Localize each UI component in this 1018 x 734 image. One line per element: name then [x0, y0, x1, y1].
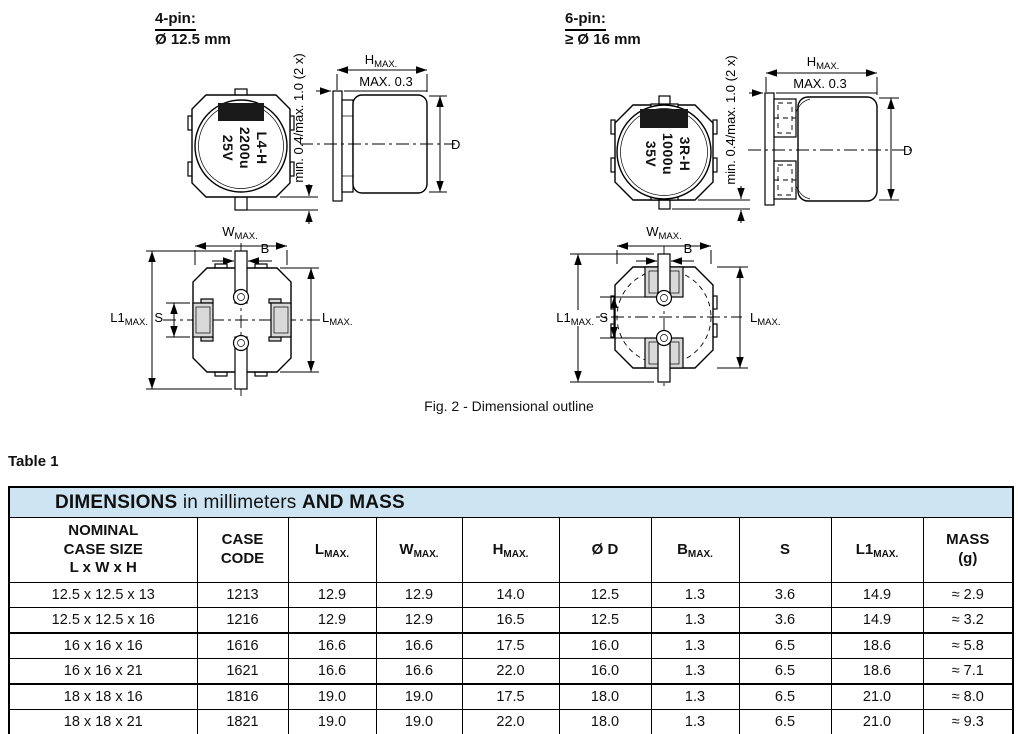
cell: 21.0: [831, 710, 923, 734]
cell: 16.6: [288, 633, 376, 659]
cell: 1616: [197, 633, 288, 659]
variant-title: 4-pin:: [155, 10, 196, 31]
cell: 3.6: [739, 583, 831, 608]
cell: 16.6: [376, 659, 462, 685]
col-header-case-code: CASE CODE: [197, 518, 288, 583]
dimension-lines: [879, 98, 899, 200]
side-view-6pin: [748, 54, 912, 205]
cell: 14.0: [462, 583, 559, 608]
table-row: [9, 659, 1013, 685]
marking-line: 1000u: [660, 132, 676, 176]
polarity-bar: [218, 103, 264, 121]
flange-plate: [765, 93, 774, 205]
cell: 18 x 18 x 16: [9, 684, 197, 710]
marking-line: 25V: [220, 134, 236, 162]
variant-diameter: ≥ Ø 16 mm: [565, 30, 641, 48]
variant-title: 6-pin:: [565, 10, 606, 31]
cell: 14.9: [831, 608, 923, 634]
cell: 12.9: [288, 608, 376, 634]
dim-label-hmax: $H_{MAX.}$: [806, 54, 840, 72]
marking-line: L4-H: [254, 131, 270, 165]
table-row: [9, 633, 1013, 659]
cell: 18 x 18 x 21: [9, 710, 197, 734]
dim-label-s: S: [154, 310, 163, 325]
pin-eyelet: [234, 336, 249, 351]
cell: 21.0: [831, 684, 923, 710]
cell: 1216: [197, 608, 288, 634]
col-header-diameter: Ø D: [559, 518, 651, 583]
cell: 16.0: [559, 659, 651, 685]
table-row: [9, 583, 1013, 608]
pin-standoff-note: min. 0.4/max. 1.0 (2 x): [291, 53, 306, 183]
cell: 16.0: [559, 633, 651, 659]
cell: 18.0: [559, 710, 651, 734]
cell: 12.9: [288, 583, 376, 608]
pin-eyelet: [657, 291, 672, 306]
dim-label-wmax: $W_{MAX.}$: [646, 224, 682, 242]
cell: 17.5: [462, 684, 559, 710]
dim-label-lmax: $L_{MAX.}$: [750, 310, 781, 328]
cell: 1.3: [651, 710, 739, 734]
cell: 12.5: [559, 583, 651, 608]
cell: 12.9: [376, 608, 462, 634]
cell: ≈ 5.8: [923, 633, 1013, 659]
variant-header-4pin: [155, 10, 231, 50]
table-row: [9, 710, 1013, 734]
table-title: DIMENSIONS in millimeters AND MASS: [9, 487, 1013, 518]
pin-eyelet: [657, 331, 672, 346]
cell: ≈ 8.0: [923, 684, 1013, 710]
cell: 16 x 16 x 16: [9, 633, 197, 659]
dim-label-d: D: [903, 143, 913, 158]
cell: 3.6: [739, 608, 831, 634]
cell: 16 x 16 x 21: [9, 659, 197, 685]
bottom-view-6pin: [546, 224, 780, 390]
dim-label-max03: MAX. 0.3: [793, 76, 847, 91]
cell: 6.5: [739, 659, 831, 685]
marking-line: 2200u: [237, 126, 253, 170]
cell: 16.6: [376, 633, 462, 659]
figure-caption: Fig. 2 - Dimensional outline: [424, 398, 594, 414]
col-header-lmax: $L_{MAX.}$: [288, 518, 376, 583]
cell: 19.0: [288, 710, 376, 734]
cell: 18.0: [559, 684, 651, 710]
cell: 22.0: [462, 710, 559, 734]
dim-label-l1max: $L1_{MAX.}$: [110, 310, 148, 328]
cell: 6.5: [739, 710, 831, 734]
col-header-case-size: NOMINAL CASE SIZE L x W x H: [9, 518, 197, 583]
cell: 19.0: [376, 710, 462, 734]
table-column-headers: [9, 518, 1013, 583]
cell: 12.5 x 12.5 x 16: [9, 608, 197, 634]
col-header-wmax: $W_{MAX.}$: [376, 518, 462, 583]
cell: 1213: [197, 583, 288, 608]
cell: 12.9: [376, 583, 462, 608]
cell: 19.0: [376, 684, 462, 710]
flange-plate: [333, 91, 342, 201]
terminal-strip: [342, 100, 353, 192]
top-view-6pin: [611, 96, 717, 209]
cell: 12.5: [559, 608, 651, 634]
col-header-l1max: $L1_{MAX.}$: [831, 518, 923, 583]
marking-line: 35V: [643, 140, 659, 168]
variant-diameter: Ø 12.5 mm: [155, 30, 231, 48]
cell: 18.6: [831, 659, 923, 685]
cell: 1816: [197, 684, 288, 710]
cell: 1621: [197, 659, 288, 685]
variant-header-6pin: [565, 10, 641, 50]
cell: 1.3: [651, 583, 739, 608]
cell: 14.9: [831, 583, 923, 608]
dim-label-b: B: [683, 241, 693, 256]
col-header-mass: MASS (g): [923, 518, 1013, 583]
cell: ≈ 2.9: [923, 583, 1013, 608]
cell: 16.6: [288, 659, 376, 685]
table-title-bar: [9, 487, 1013, 518]
bottom-view-4pin: [110, 224, 352, 396]
table-heading: Table 1: [8, 453, 59, 470]
top-view-4pin: [188, 89, 294, 210]
dim-label-max03: MAX. 0.3: [359, 74, 413, 89]
polarity-bar: [640, 109, 688, 128]
side-view-4pin: [300, 52, 460, 201]
cell: 6.5: [739, 684, 831, 710]
col-header-hmax: $H_{MAX.}$: [462, 518, 559, 583]
cell: ≈ 9.3: [923, 710, 1013, 734]
col-header-bmax: $B_{MAX.}$: [651, 518, 739, 583]
cell: 16.5: [462, 608, 559, 634]
cell: 1821: [197, 710, 288, 734]
pin-standoff-note: min. 0.4/max. 1.0 (2 x): [723, 55, 738, 185]
marking-line: 3R-H: [677, 136, 693, 172]
pin-eyelet: [234, 290, 249, 305]
dim-label-d: D: [451, 137, 461, 152]
dim-label-l1max: $L1_{MAX.}$: [556, 310, 594, 328]
dim-label-s: S: [599, 310, 608, 325]
cell: ≈ 3.2: [923, 608, 1013, 634]
bottom-pin: [235, 197, 247, 210]
cell: ≈ 7.1: [923, 659, 1013, 685]
cell: 6.5: [739, 633, 831, 659]
table-row: [9, 608, 1013, 634]
cell: 1.3: [651, 608, 739, 634]
cell: 12.5 x 12.5 x 13: [9, 583, 197, 608]
table-row: [9, 684, 1013, 710]
cell: 22.0: [462, 659, 559, 685]
dimensions-table: [8, 486, 1014, 734]
cell: 1.3: [651, 633, 739, 659]
dim-label-b: B: [260, 241, 270, 256]
cell: 17.5: [462, 633, 559, 659]
dim-label-lmax: $L_{MAX.}$: [322, 310, 353, 328]
dim-label-wmax: $W_{MAX.}$: [222, 224, 258, 242]
cell: 18.6: [831, 633, 923, 659]
cell: 19.0: [288, 684, 376, 710]
dim-label-hmax: $H_{MAX.}$: [364, 52, 398, 70]
col-header-s: S: [739, 518, 831, 583]
capacitor-body: [798, 97, 877, 201]
cell: 1.3: [651, 684, 739, 710]
cell: 1.3: [651, 659, 739, 685]
